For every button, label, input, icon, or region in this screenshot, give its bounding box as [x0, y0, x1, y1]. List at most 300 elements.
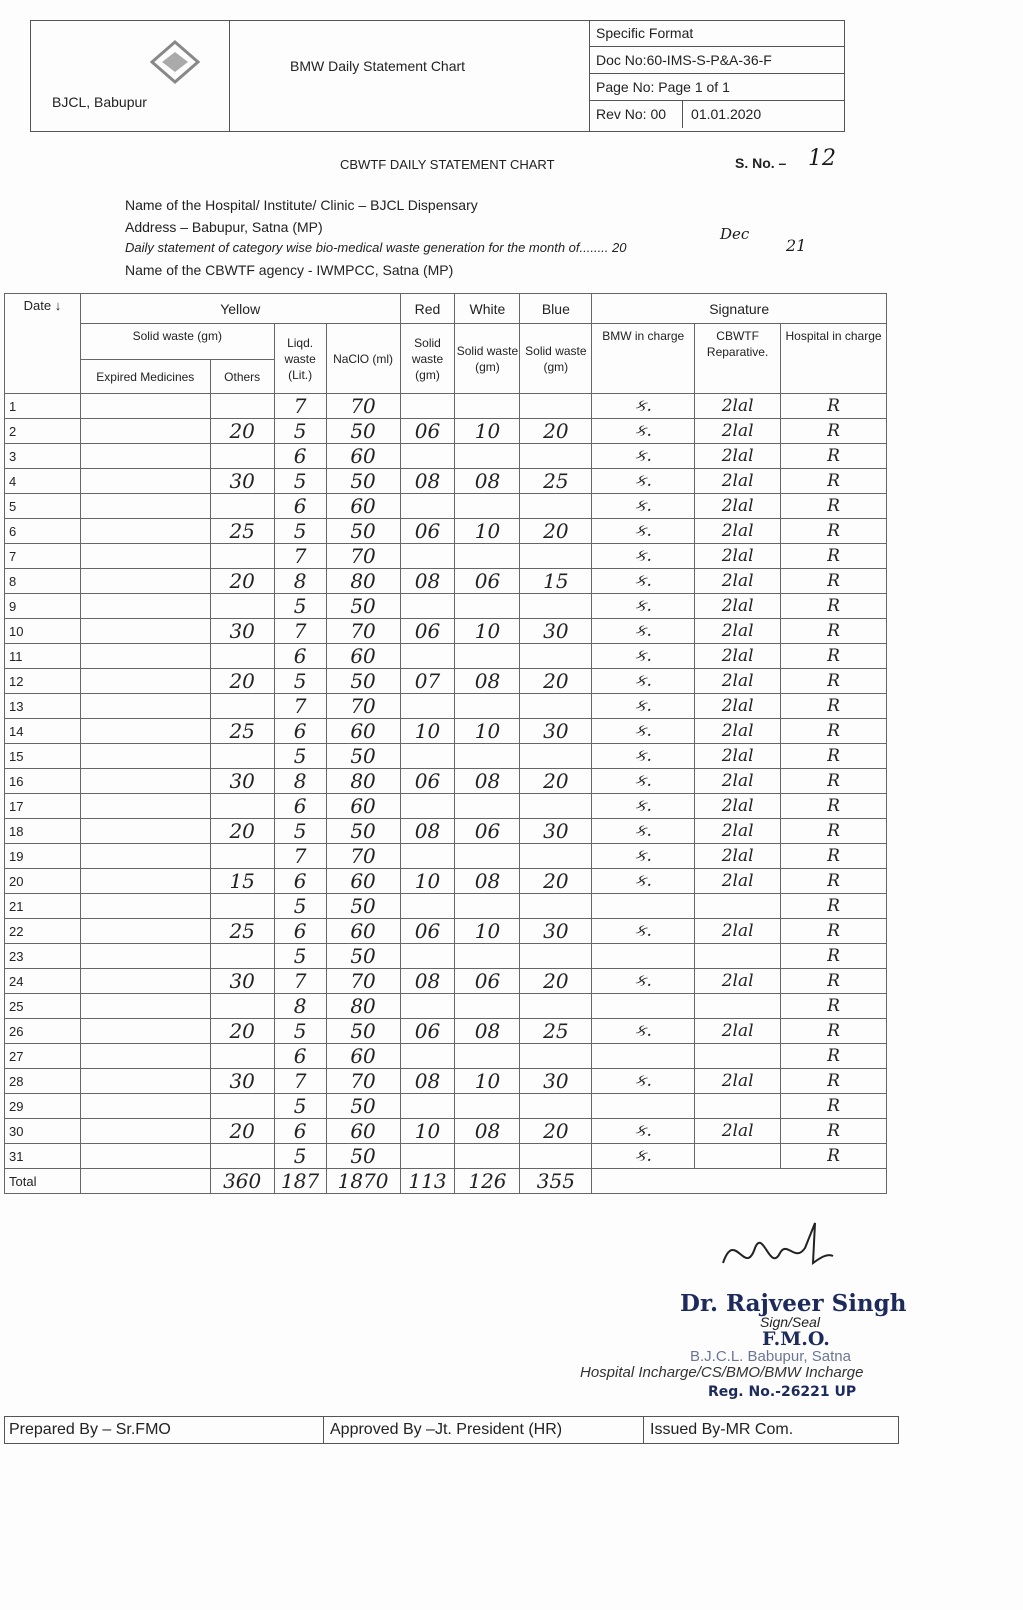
- hospital-sign-cell: R: [781, 1094, 887, 1119]
- liqd-cell: 5: [274, 1094, 326, 1119]
- table-row: [5, 769, 887, 794]
- date-cell: 23: [5, 944, 81, 969]
- table-row: [5, 644, 887, 669]
- others-cell: [210, 794, 274, 819]
- blue-cell: [520, 944, 592, 969]
- cbwtf-sign-cell: 2lal: [695, 969, 781, 994]
- bmw-sign-cell: ક.: [592, 794, 695, 819]
- liqd-cell: 7: [274, 844, 326, 869]
- bmw-sign-cell: [592, 994, 695, 1019]
- liqd-cell: 7: [274, 969, 326, 994]
- naclo-cell: 80: [326, 994, 400, 1019]
- white-cell: 08: [455, 469, 520, 494]
- others-cell: 20: [210, 819, 274, 844]
- table-row: [5, 794, 887, 819]
- blue-cell: [520, 544, 592, 569]
- date-cell: 31: [5, 1144, 81, 1169]
- expired-cell: [80, 519, 210, 544]
- expired-cell: [80, 994, 210, 1019]
- red-cell: [400, 494, 455, 519]
- bmw-sign-cell: ક.: [592, 769, 695, 794]
- hospital-sign-cell: R: [781, 394, 887, 419]
- table-row: [5, 394, 887, 419]
- liqd-cell: 6: [274, 794, 326, 819]
- liqd-cell: 5: [274, 669, 326, 694]
- date-cell: 10: [5, 619, 81, 644]
- red-cell: 08: [400, 469, 455, 494]
- red-cell: [400, 444, 455, 469]
- blue-cell: [520, 1044, 592, 1069]
- naclo-cell: 50: [326, 669, 400, 694]
- table-row: [5, 1019, 887, 1044]
- total-liqd: 187: [274, 1169, 326, 1194]
- col-white-solid: Solid waste (gm): [455, 324, 520, 394]
- total-red: 113: [400, 1169, 455, 1194]
- year-value: 21: [786, 236, 807, 255]
- date-cell: 28: [5, 1069, 81, 1094]
- table-row: [5, 669, 887, 694]
- white-cell: [455, 644, 520, 669]
- blue-cell: 15: [520, 569, 592, 594]
- month-value: Dec: [720, 225, 750, 243]
- naclo-cell: 50: [326, 944, 400, 969]
- red-cell: [400, 1044, 455, 1069]
- date-cell: 24: [5, 969, 81, 994]
- col-bmw: BMW in charge: [592, 324, 695, 394]
- blue-cell: 25: [520, 469, 592, 494]
- table-row: [5, 569, 887, 594]
- naclo-cell: 60: [326, 719, 400, 744]
- seal-reg-no: Reg. No.-26221 UP: [708, 1384, 857, 1400]
- cbwtf-sign-cell: 2lal: [695, 669, 781, 694]
- hospital-name: Name of the Hospital/ Institute/ Clinic – BJCL Dispensary: [125, 197, 478, 213]
- red-cell: 06: [400, 1019, 455, 1044]
- naclo-cell: 60: [326, 1119, 400, 1144]
- cbwtf-sign-cell: 2lal: [695, 744, 781, 769]
- red-cell: 10: [400, 869, 455, 894]
- others-cell: 25: [210, 519, 274, 544]
- others-cell: 20: [210, 1019, 274, 1044]
- blue-cell: [520, 644, 592, 669]
- date-cell: 2: [5, 419, 81, 444]
- others-cell: 15: [210, 869, 274, 894]
- signature-image: [715, 1218, 835, 1288]
- table-row: [5, 819, 887, 844]
- cbwtf-sign-cell: 2lal: [695, 869, 781, 894]
- cbwtf-sign-cell: 2lal: [695, 1069, 781, 1094]
- others-cell: [210, 1144, 274, 1169]
- naclo-cell: 50: [326, 894, 400, 919]
- others-cell: [210, 844, 274, 869]
- liqd-cell: 6: [274, 644, 326, 669]
- liqd-cell: 6: [274, 1119, 326, 1144]
- total-row: [5, 1169, 887, 1194]
- blue-cell: 20: [520, 519, 592, 544]
- red-cell: [400, 594, 455, 619]
- hospital-sign-cell: R: [781, 469, 887, 494]
- bmw-sign-cell: ક.: [592, 569, 695, 594]
- others-cell: 30: [210, 469, 274, 494]
- others-cell: 30: [210, 619, 274, 644]
- hospital-sign-cell: R: [781, 744, 887, 769]
- table-row: [5, 694, 887, 719]
- expired-cell: [80, 419, 210, 444]
- rev-date: 01.01.2020: [682, 101, 761, 128]
- date-cell: 16: [5, 769, 81, 794]
- liqd-cell: 6: [274, 494, 326, 519]
- others-cell: 25: [210, 719, 274, 744]
- table-body: [5, 394, 887, 1194]
- blue-cell: [520, 694, 592, 719]
- table-row: [5, 1069, 887, 1094]
- liqd-cell: 5: [274, 1144, 326, 1169]
- blue-cell: 20: [520, 769, 592, 794]
- white-cell: 10: [455, 919, 520, 944]
- prepared-by: Prepared By – Sr.FMO: [9, 1421, 171, 1438]
- hospital-sign-cell: R: [781, 919, 887, 944]
- table-row: [5, 919, 887, 944]
- blue-cell: [520, 1094, 592, 1119]
- blue-cell: [520, 744, 592, 769]
- hospital-sign-cell: R: [781, 769, 887, 794]
- others-cell: [210, 394, 274, 419]
- red-cell: 06: [400, 419, 455, 444]
- date-cell: 9: [5, 594, 81, 619]
- table-row: [5, 519, 887, 544]
- seal-name: Dr. Rajveer Singh: [680, 1290, 907, 1317]
- date-cell: 1: [5, 394, 81, 419]
- expired-cell: [80, 919, 210, 944]
- table-row: [5, 444, 887, 469]
- table-row: [5, 844, 887, 869]
- cbwtf-sign-cell: 2lal: [695, 594, 781, 619]
- hospital-sign-cell: R: [781, 844, 887, 869]
- expired-cell: [80, 644, 210, 669]
- others-cell: 20: [210, 569, 274, 594]
- date-cell: 11: [5, 644, 81, 669]
- others-cell: [210, 1044, 274, 1069]
- hospital-sign-cell: R: [781, 719, 887, 744]
- date-cell: 6: [5, 519, 81, 544]
- cbwtf-sign-cell: 2lal: [695, 469, 781, 494]
- hospital-sign-cell: R: [781, 594, 887, 619]
- white-cell: [455, 844, 520, 869]
- bmw-sign-cell: ક.: [592, 669, 695, 694]
- date-cell: 8: [5, 569, 81, 594]
- naclo-cell: 70: [326, 694, 400, 719]
- liqd-cell: 6: [274, 869, 326, 894]
- others-cell: 25: [210, 919, 274, 944]
- bmw-sign-cell: ક.: [592, 969, 695, 994]
- cbwtf-sign-cell: [695, 1044, 781, 1069]
- red-cell: [400, 1094, 455, 1119]
- white-cell: 10: [455, 419, 520, 444]
- rev-no: Rev No: 00: [596, 106, 667, 122]
- red-cell: [400, 944, 455, 969]
- date-cell: 29: [5, 1094, 81, 1119]
- statement-line: Daily statement of category wise bio-medical waste generation for the month of........ 20: [125, 240, 627, 255]
- red-cell: [400, 994, 455, 1019]
- expired-cell: [80, 594, 210, 619]
- others-cell: [210, 694, 274, 719]
- expired-cell: [80, 669, 210, 694]
- expired-cell: [80, 694, 210, 719]
- date-cell: 17: [5, 794, 81, 819]
- cbwtf-sign-cell: 2lal: [695, 519, 781, 544]
- table-row: [5, 994, 887, 1019]
- naclo-cell: 60: [326, 869, 400, 894]
- cbwtf-sign-cell: [695, 1094, 781, 1119]
- expired-cell: [80, 794, 210, 819]
- blue-cell: 20: [520, 969, 592, 994]
- date-cell: 22: [5, 919, 81, 944]
- white-cell: 06: [455, 569, 520, 594]
- date-cell: 15: [5, 744, 81, 769]
- expired-cell: [80, 1144, 210, 1169]
- naclo-cell: 60: [326, 794, 400, 819]
- expired-cell: [80, 769, 210, 794]
- expired-cell: [80, 719, 210, 744]
- hospital-sign-cell: R: [781, 419, 887, 444]
- naclo-cell: 50: [326, 419, 400, 444]
- bmw-sign-cell: [592, 1044, 695, 1069]
- issued-by: Issued By-MR Com.: [643, 1416, 793, 1444]
- hospital-sign-cell: R: [781, 494, 887, 519]
- blue-cell: [520, 594, 592, 619]
- blue-cell: [520, 994, 592, 1019]
- liqd-cell: 7: [274, 544, 326, 569]
- table-row: [5, 1144, 887, 1169]
- naclo-cell: 50: [326, 594, 400, 619]
- red-cell: [400, 1144, 455, 1169]
- date-cell: 27: [5, 1044, 81, 1069]
- date-cell: 21: [5, 894, 81, 919]
- naclo-cell: 50: [326, 819, 400, 844]
- naclo-cell: 70: [326, 619, 400, 644]
- total-blue: 355: [520, 1169, 592, 1194]
- red-cell: [400, 844, 455, 869]
- liqd-cell: 7: [274, 619, 326, 644]
- expired-cell: [80, 1119, 210, 1144]
- naclo-cell: 50: [326, 1144, 400, 1169]
- blue-cell: 20: [520, 869, 592, 894]
- red-cell: 10: [400, 1119, 455, 1144]
- total-signature-blank: [592, 1169, 887, 1194]
- liqd-cell: 7: [274, 1069, 326, 1094]
- table-row: [5, 869, 887, 894]
- bmw-sign-cell: ક.: [592, 844, 695, 869]
- expired-cell: [80, 619, 210, 644]
- white-cell: [455, 594, 520, 619]
- bmw-sign-cell: ક.: [592, 1144, 695, 1169]
- naclo-cell: 70: [326, 394, 400, 419]
- bmw-sign-cell: ક.: [592, 544, 695, 569]
- cbwtf-sign-cell: 2lal: [695, 719, 781, 744]
- cbwtf-sign-cell: 2lal: [695, 569, 781, 594]
- expired-cell: [80, 944, 210, 969]
- table-row: [5, 894, 887, 919]
- white-cell: 08: [455, 1119, 520, 1144]
- liqd-cell: 5: [274, 519, 326, 544]
- hospital-sign-cell: R: [781, 894, 887, 919]
- hospital-sign-cell: R: [781, 569, 887, 594]
- agency-name: Name of the CBWTF agency - IWMPCC, Satna (MP): [125, 262, 454, 278]
- page-no: Page No: Page 1 of 1: [590, 74, 845, 101]
- serial-label: S. No. –: [735, 155, 787, 171]
- red-cell: 08: [400, 1069, 455, 1094]
- footer-bar: [4, 1416, 899, 1444]
- naclo-cell: 80: [326, 769, 400, 794]
- others-cell: 30: [210, 769, 274, 794]
- specific-format: Specific Format: [590, 20, 845, 47]
- date-cell: 14: [5, 719, 81, 744]
- naclo-cell: 80: [326, 569, 400, 594]
- col-date: Date ↓: [5, 294, 81, 394]
- others-cell: 30: [210, 1069, 274, 1094]
- red-cell: [400, 694, 455, 719]
- hospital-sign-cell: R: [781, 944, 887, 969]
- col-red: Red: [400, 294, 455, 324]
- hospital-sign-cell: R: [781, 544, 887, 569]
- total-white: 126: [455, 1169, 520, 1194]
- seal-org: B.J.C.L. Babupur, Satna: [690, 1348, 851, 1365]
- date-cell: 3: [5, 444, 81, 469]
- blue-cell: [520, 444, 592, 469]
- date-cell: 26: [5, 1019, 81, 1044]
- blue-cell: [520, 494, 592, 519]
- expired-cell: [80, 844, 210, 869]
- col-white: White: [455, 294, 520, 324]
- hospital-sign-cell: R: [781, 619, 887, 644]
- bmw-sign-cell: ક.: [592, 694, 695, 719]
- cbwtf-sign-cell: 2lal: [695, 769, 781, 794]
- others-cell: 30: [210, 969, 274, 994]
- cbwtf-sign-cell: 2lal: [695, 619, 781, 644]
- expired-cell: [80, 1069, 210, 1094]
- table-row: [5, 494, 887, 519]
- expired-cell: [80, 444, 210, 469]
- hospital-sign-cell: R: [781, 1119, 887, 1144]
- blue-cell: 20: [520, 419, 592, 444]
- liqd-cell: 8: [274, 994, 326, 1019]
- hospital-sign-cell: R: [781, 1044, 887, 1069]
- white-cell: [455, 1144, 520, 1169]
- date-cell: 4: [5, 469, 81, 494]
- cbwtf-sign-cell: 2lal: [695, 819, 781, 844]
- expired-cell: [80, 744, 210, 769]
- white-cell: 10: [455, 719, 520, 744]
- others-cell: 20: [210, 419, 274, 444]
- expired-cell: [80, 1094, 210, 1119]
- white-cell: 08: [455, 869, 520, 894]
- table-row: [5, 969, 887, 994]
- bmw-sign-cell: ક.: [592, 594, 695, 619]
- bmw-sign-cell: ક.: [592, 444, 695, 469]
- red-cell: [400, 394, 455, 419]
- date-cell: 30: [5, 1119, 81, 1144]
- col-yellow: Yellow: [80, 294, 400, 324]
- bmw-sign-cell: ક.: [592, 644, 695, 669]
- naclo-cell: 60: [326, 444, 400, 469]
- white-cell: 10: [455, 619, 520, 644]
- logo-cell: [30, 20, 230, 132]
- col-solid-waste: Solid waste (gm): [80, 324, 274, 360]
- naclo-cell: 50: [326, 1094, 400, 1119]
- bmw-sign-cell: ક.: [592, 819, 695, 844]
- date-cell: 18: [5, 819, 81, 844]
- bmw-sign-cell: ક.: [592, 519, 695, 544]
- bmw-sign-cell: ક.: [592, 744, 695, 769]
- red-cell: 06: [400, 769, 455, 794]
- white-cell: [455, 1044, 520, 1069]
- expired-cell: [80, 469, 210, 494]
- table-row: [5, 619, 887, 644]
- naclo-cell: 50: [326, 1019, 400, 1044]
- col-hospital: Hospital in charge: [781, 324, 887, 394]
- expired-cell: [80, 544, 210, 569]
- cbwtf-sign-cell: 2lal: [695, 494, 781, 519]
- cbwtf-sign-cell: [695, 1144, 781, 1169]
- white-cell: 06: [455, 819, 520, 844]
- blue-cell: 30: [520, 619, 592, 644]
- expired-cell: [80, 394, 210, 419]
- blue-cell: 30: [520, 819, 592, 844]
- cbwtf-sign-cell: [695, 994, 781, 1019]
- red-cell: [400, 894, 455, 919]
- red-cell: 08: [400, 969, 455, 994]
- hospital-address: Address – Babupur, Satna (MP): [125, 219, 323, 235]
- others-cell: 20: [210, 669, 274, 694]
- col-liqd: Liqd. waste (Lit.): [274, 324, 326, 394]
- liqd-cell: 7: [274, 694, 326, 719]
- col-expired: Expired Medicines: [80, 360, 210, 394]
- bmw-sign-cell: [592, 944, 695, 969]
- org-name: BJCL, Babupur: [52, 94, 147, 110]
- bmw-sign-cell: ક.: [592, 1069, 695, 1094]
- white-cell: [455, 744, 520, 769]
- col-blue: Blue: [520, 294, 592, 324]
- others-cell: [210, 494, 274, 519]
- blue-cell: [520, 844, 592, 869]
- bmw-sign-cell: [592, 894, 695, 919]
- others-cell: [210, 1094, 274, 1119]
- expired-cell: [80, 894, 210, 919]
- white-cell: 10: [455, 1069, 520, 1094]
- naclo-cell: 60: [326, 1044, 400, 1069]
- naclo-cell: 50: [326, 744, 400, 769]
- red-cell: [400, 544, 455, 569]
- bmw-sign-cell: ક.: [592, 394, 695, 419]
- expired-cell: [80, 819, 210, 844]
- blue-cell: 20: [520, 669, 592, 694]
- others-cell: [210, 744, 274, 769]
- naclo-cell: 50: [326, 519, 400, 544]
- naclo-cell: 60: [326, 494, 400, 519]
- liqd-cell: 5: [274, 1019, 326, 1044]
- sign-seal-label: Sign/Seal: [760, 1314, 820, 1330]
- white-cell: [455, 994, 520, 1019]
- hospital-sign-cell: R: [781, 694, 887, 719]
- hospital-sign-cell: R: [781, 644, 887, 669]
- white-cell: [455, 444, 520, 469]
- total-naclo: 1870: [326, 1169, 400, 1194]
- col-blue-solid: Solid waste (gm): [520, 324, 592, 394]
- blue-cell: [520, 794, 592, 819]
- cbwtf-sign-cell: 2lal: [695, 544, 781, 569]
- hospital-incharge-label: Hospital Incharge/CS/BMO/BMW Incharge: [580, 1364, 864, 1381]
- bmw-sign-cell: ક.: [592, 469, 695, 494]
- table-row: [5, 944, 887, 969]
